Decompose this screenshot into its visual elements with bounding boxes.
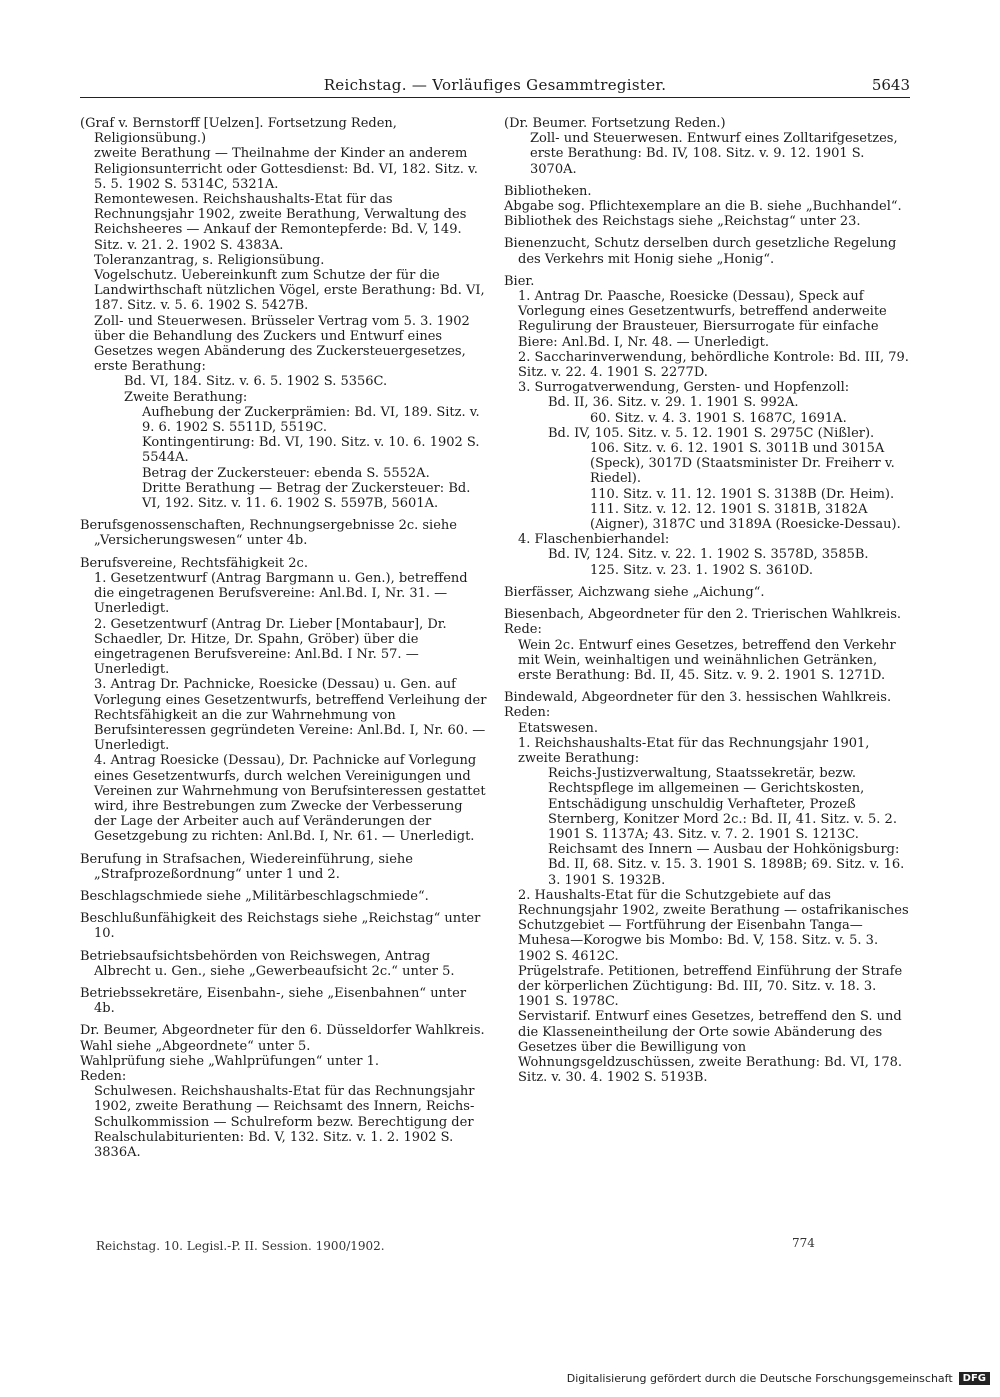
index-line: Zoll- und Steuerwesen. Brüsseler Vertrag vom 5. 3. 1902 über die Behandlung des Zuckers und Entwurf eines Gesetzes wegen Abänderung des Zuckersteuergesetzes, erste Berathung:: [94, 313, 470, 375]
index-entry: [80, 1023, 488, 1160]
index-entry: [504, 116, 910, 177]
index-line: Vogelschutz. Uebereinkunft zum Schutze der für die Landwirthschaft nützlichen Vögel, erste Berathung: Bd. VI, 187. Sitz. v. 5. 6. 1902 S. 5427B.: [94, 268, 485, 314]
index-line: Bindewald, Abgeordneter für den 3. hessischen Wahlkreis.: [504, 690, 892, 706]
index-line: Toleranzantrag, s. Religionsübung.: [94, 252, 325, 268]
index-line: Bierfässer, Aichzwang siehe „Aichung“.: [504, 584, 765, 600]
index-line: Abgabe sog. Pflichtexemplare an die B. siehe „Buchhandel“.: [504, 199, 902, 215]
index-entry: [80, 949, 488, 979]
index-entry: [504, 607, 910, 683]
index-line: 3. Antrag Dr. Pachnicke, Roesicke (Dessau) u. Gen. auf Vorlegung eines Gesetzentwurfs, betreffend Verleihung der Rechtsfähigkeit an die zur Wahrnehmung von Berufsinteressen gegründeten Vereine: Anl.Bd. I, Nr. 60. — Unerledigt.: [94, 677, 487, 754]
index-line: (Dr. Beumer. Fortsetzung Reden.): [504, 116, 726, 131]
index-entry: [80, 986, 488, 1016]
index-line: (Graf v. Bernstorff [Uelzen]. Fortsetzung Reden, Religionsübung.): [80, 116, 397, 147]
right-column: [504, 116, 910, 1092]
index-line: Berufung in Strafsachen, Wiedereinführung, siehe „Strafprozeßordnung“ unter 1 und 2.: [80, 851, 413, 882]
index-line: Reden:: [504, 705, 551, 721]
index-line: Wein 2c. Entwurf eines Gesetzes, betreffend den Verkehr mit Wein, weinhaltigen und weinähnlichen Getränken, erste Berathung: Bd. II, 45. Sitz. v. 9. 2. 1901 S. 1271D.: [518, 637, 896, 683]
index-line: Betriebsaufsichtsbehörden von Reichswegen, Antrag Albrecht u. Gen., siehe „Gewerbeaufsicht 2c.“ unter 5.: [80, 948, 455, 979]
index-line: Beschlußunfähigkeit des Reichstags siehe „Reichstag“ unter 10.: [80, 911, 481, 942]
index-entry: [504, 236, 910, 266]
index-line: Beschlagschmiede siehe „Militärbeschlagschmiede“.: [80, 888, 429, 904]
index-line: 2. Saccharinverwendung, behördliche Kontrole: Bd. III, 79. Sitz. v. 22. 4. 1901 S. 2277D.: [518, 349, 909, 381]
running-title: Reichstag. — Vorläufiges Gesammtregister.: [323, 76, 667, 94]
index-entry: [80, 852, 488, 882]
index-line: 4. Antrag Roesicke (Dessau), Dr. Pachnicke auf Vorlegung eines Gesetzentwurfs, durch welchen Vereinigungen und Vereinen zur Wahrnehmung von Berufsinteressen gestattet wird, ihre Bestrebungen zum Zwecke der Verbesserung der Lage der Arbeiter auch auf Veränderungen der Gesetzgebung zu richten: Anl.Bd. I, Nr. 61. — Unerledigt.: [94, 753, 486, 845]
dfg-credit-text: Digitalisierung gefördert durch die Deutsche Forschungsgemeinschaft: [566, 1372, 953, 1385]
index-line: Reichs-Justizverwaltung, Staatssekretär, bezw. Rechtspflege im allgemeinen — Gerichtskosten, Entschädigung unschuldig Verhafteter, Prozeß Sternberg, Konitzer Mord 2c.: Bd. II, 41. Sitz. v. 5. 2. 1901 S. 1137A; 43. Sitz. v. 7. 2. 1901 S. 1213C.: [548, 766, 897, 842]
footer-session-line: Reichstag. 10. Legisl.-P. II. Session. 1900/1902.: [96, 1239, 385, 1253]
index-entry: [80, 556, 488, 845]
page-header: [80, 72, 910, 98]
index-line: 1. Reichshaushalts-Etat für das Rechnungsjahr 1901, zweite Berathung:: [518, 735, 870, 766]
index-line: Wahlprüfung siehe „Wahlprüfungen“ unter 1.: [80, 1053, 379, 1069]
footer-sheet-number: 774: [792, 1236, 815, 1250]
index-line: 3. Surrogatverwendung, Gersten- und Hopfenzoll:: [518, 380, 850, 396]
index-line: Dritte Berathung — Betrag der Zuckersteuer: Bd. VI, 192. Sitz. v. 11. 6. 1902 S. 5597B, 5601A.: [142, 480, 471, 512]
index-entry: [504, 585, 910, 600]
dfg-credit: [567, 1372, 990, 1385]
index-entry: [80, 889, 488, 904]
index-line: Aufhebung der Zuckerprämien: Bd. VI, 189. Sitz. v. 9. 6. 1902 S. 5511D, 5519C.: [142, 404, 480, 436]
index-line: Zoll- und Steuerwesen. Entwurf eines Zolltarifgesetzes, erste Berathung: Bd. IV, 108. Sitz. v. 9. 12. 1901 S. 3070A.: [530, 131, 898, 177]
index-line: 60. Sitz. v. 4. 3. 1901 S. 1687C, 1691A.: [590, 410, 847, 426]
index-line: Berufsgenossenschaften, Rechnungsergebnisse 2c. siehe „Versicherungswesen“ unter 4b.: [80, 518, 457, 549]
page-number: 5643: [871, 76, 910, 94]
index-line: Reichsamt des Innern — Ausbau der Hohkönigsburg: Bd. II, 68. Sitz. v. 15. 3. 1901 S. 1898B; 69. Sitz. v. 16. 3. 1901 S. 1932B.: [548, 842, 905, 888]
index-line: 125. Sitz. v. 23. 1. 1902 S. 3610D.: [590, 562, 813, 578]
index-line: Bd. II, 36. Sitz. v. 29. 1. 1901 S. 992A.: [548, 395, 799, 411]
index-entry: [504, 274, 910, 578]
index-line: Wahl siehe „Abgeordnete“ unter 5.: [80, 1038, 311, 1054]
index-line: 1. Gesetzentwurf (Antrag Bargmann u. Gen.), betreffend die eingetragenen Berufsvereine: Anl.Bd. I, Nr. 31. — Unerledigt.: [94, 570, 468, 617]
index-entry: [80, 911, 488, 941]
index-line: Remontewesen. Reichshaushalts-Etat für das Rechnungsjahr 1902, zweite Berathung, Verwaltung des Reichsheeres — Ankauf der Remontepferde: Bd. V, 149. Sitz. v. 21. 2. 1902 S. 4383A.: [94, 192, 467, 253]
index-entry: [504, 690, 910, 1085]
index-line: Bibliotheken.: [504, 183, 592, 199]
index-line: Servistarif. Entwurf eines Gesetzes, betreffend den S. und die Klasseneintheilung der Orte sowie Abänderung des Gesetzes über die Bewilligung von Wohnungsgeldzuschüssen, zweite Berathung: Bd. VI, 178. Sitz. v. 30. 4. 1902 S. 5193B.: [518, 1009, 903, 1086]
index-entry: [504, 184, 910, 230]
index-line: Bd. VI, 184. Sitz. v. 6. 5. 1902 S. 5356C.: [124, 374, 388, 390]
index-line: Bibliothek des Reichstags siehe „Reichstag“ unter 23.: [504, 214, 861, 230]
index-line: Berufsvereine, Rechtsfähigkeit 2c.: [80, 555, 308, 571]
left-column: [80, 116, 488, 1167]
index-entry: [80, 116, 488, 511]
index-line: 2. Haushalts-Etat für die Schutzgebiete auf das Rechnungsjahr 1902, zweite Berathung — ostafrikanisches Schutzgebiet — Fortführung der Eisenbahn Tanga—Muhesa—Korogwe bis Mombo: Bd. V, 158. Sitz. v. 5. 3. 1902 S. 4612C.: [518, 887, 909, 964]
index-line: 4. Flaschenbierhandel:: [518, 532, 670, 548]
index-line: 1. Antrag Dr. Paasche, Roesicke (Dessau), Speck auf Vorlegung eines Gesetzentwurfs, betreffend anderweite Regulirung der Brausteuer, Biersurrogate für einfache Biere: Anl.Bd. I, Nr. 48. — Unerledigt.: [518, 289, 887, 350]
index-line: 106. Sitz. v. 6. 12. 1901 S. 3011B und 3015A (Speck), 3017D (Staatsminister Dr. Freiherr v. Riedel).: [590, 441, 895, 487]
index-line: Prügelstrafe. Petitionen, betreffend Einführung der Strafe der körperlichen Züchtigung: Bd. III, 70. Sitz. v. 18. 3. 1901 S. 1978C.: [518, 963, 903, 1010]
index-line: Schulwesen. Reichshaushalts-Etat für das Rechnungsjahr 1902, zweite Berathung — Reichsamt des Innern, Reichs-Schulkommission — Schulreform bezw. Berechtigung der Realschulabiturienten: Bd. V, 132. Sitz. v. 1. 2. 1902 S. 3836A.: [94, 1084, 475, 1160]
index-line: 111. Sitz. v. 12. 12. 1901 S. 3181B, 3182A (Aigner), 3187C und 3189A (Roesicke-Dessau).: [590, 501, 901, 533]
index-line: Bienenzucht, Schutz derselben durch gesetzliche Regelung des Verkehrs mit Honig siehe „Honig“.: [504, 236, 897, 267]
index-line: Rede:: [504, 622, 542, 638]
index-line: Bd. IV, 124. Sitz. v. 22. 1. 1902 S. 3578D, 3585B.: [548, 547, 869, 563]
index-line: Reden:: [80, 1068, 127, 1084]
index-line: Kontingentirung: Bd. VI, 190. Sitz. v. 10. 6. 1902 S. 5544A.: [142, 435, 480, 466]
index-line: Etatswesen.: [518, 720, 599, 736]
index-line: Betriebssekretäre, Eisenbahn-, siehe „Eisenbahnen“ unter 4b.: [80, 985, 467, 1017]
index-line: Dr. Beumer, Abgeordneter für den 6. Düsseldorfer Wahlkreis.: [80, 1023, 485, 1039]
index-line: 2. Gesetzentwurf (Antrag Dr. Lieber [Montabaur], Dr. Schaedler, Dr. Hitze, Dr. Spahn, Gröber) über die eingetragenen Berufsvereine: Anl.Bd. I Nr. 57. — Unerledigt.: [94, 616, 447, 678]
index-line: Bier.: [504, 273, 535, 289]
dfg-logo: DFG: [959, 1372, 990, 1385]
header-rule: [80, 97, 910, 98]
index-line: Betrag der Zuckersteuer: ebenda S. 5552A.: [142, 465, 430, 481]
index-line: 110. Sitz. v. 11. 12. 1901 S. 3138B (Dr. Heim).: [590, 486, 895, 502]
index-line: Zweite Berathung:: [124, 389, 248, 405]
index-entry: [80, 518, 488, 548]
index-line: Biesenbach, Abgeordneter für den 2. Trierischen Wahlkreis.: [504, 607, 902, 623]
index-line: zweite Berathung — Theilnahme der Kinder an anderem Religionsunterricht oder Gottesdienst: Bd. VI, 182. Sitz. v. 5. 5. 1902 S. 5314C, 5321A.: [94, 146, 478, 192]
index-line: Bd. IV, 105. Sitz. v. 5. 12. 1901 S. 2975C (Nißler).: [548, 425, 875, 441]
